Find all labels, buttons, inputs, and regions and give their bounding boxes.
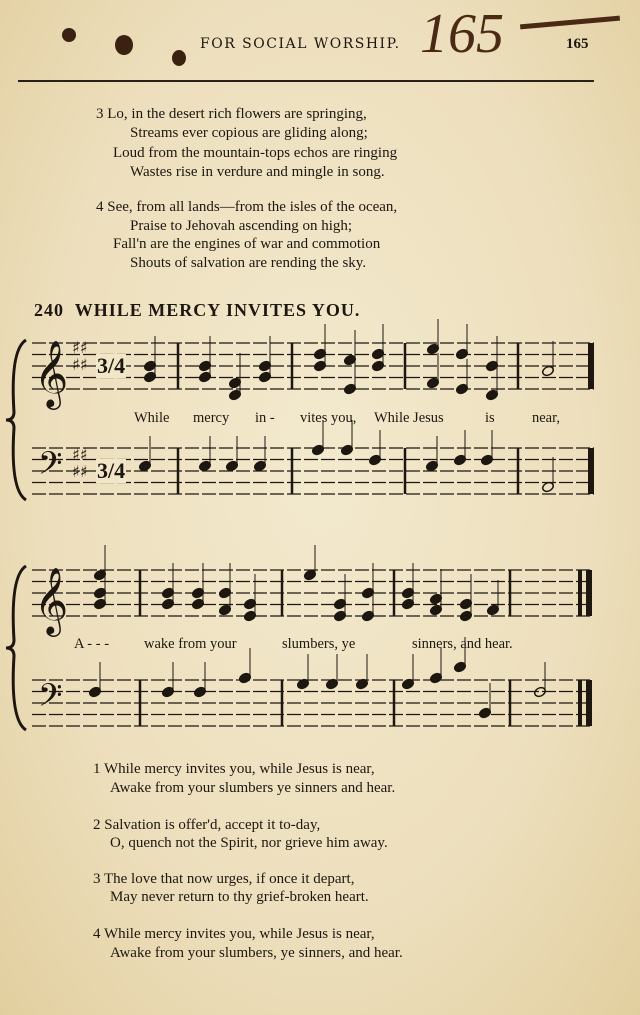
page-number: 165 [566,36,589,52]
verse-line: 2 Salvation is offer'd, accept it to-day, [93,817,321,833]
running-title: FOR SOCIAL WORSHIP. [200,36,401,52]
time-signature-bass: 3/4 [97,458,126,483]
handwritten-page-number: 165 [420,3,504,65]
treble-clef-icon: 𝄞 [34,339,69,407]
verse-line: 1 While mercy invites you, while Jesus is near, [93,761,375,777]
lyric: near, [532,410,560,426]
final-barline [586,680,592,726]
verse-line: O, quench not the Spirit, nor grieve him away. [110,835,388,851]
lyric: A - - - [74,636,110,652]
time-signature-treble: 3/4 [97,353,126,378]
brace [6,566,26,730]
sharp-icon: ♯♯ [72,338,88,357]
repeat-barline [578,680,582,726]
verse-line: Streams ever copious are gliding along; [130,125,368,141]
lyric: is [485,410,495,426]
lyric: wake from your [144,636,237,652]
lyric: While Jesus [374,410,444,426]
bass-clef-icon: 𝄢 [38,445,63,489]
verse-line: Fall'n are the engines of war and commotion [113,236,381,252]
brace [6,340,26,500]
verse-line: 3 The love that now urges, if once it depart, [93,871,355,887]
sharp-icon: ♯♯ [72,445,88,464]
hymn-title: WHILE MERCY INVITES YOU. [74,300,361,320]
hymn-number: 240 [34,300,64,320]
verse-line: Shouts of salvation are rending the sky. [130,255,367,271]
verse-line: 4 See, from all lands—from the isles of the ocean, [96,199,398,215]
lyric: in - [255,410,275,426]
verse-line: Loud from the mountain-tops echos are ringing [113,145,398,161]
verse-line: May never return to thy grief-broken heart. [110,889,369,905]
lyric: While [134,410,170,426]
final-barline [588,448,594,494]
sharp-icon: ♯♯ [72,462,88,481]
final-barline [588,343,594,389]
repeat-barline [578,570,582,616]
lyric: slumbers, ye [282,636,356,652]
verse-line: Awake from your slumbers, ye sinners, and hear. [110,945,403,961]
final-barline [586,570,592,616]
lyric: vites you, [300,410,357,426]
verse-line: 3 Lo, in the desert rich flowers are springing, [96,106,367,122]
lyric: sinners, and hear. [412,636,513,652]
lyric: mercy [193,410,230,426]
sharp-icon: ♯♯ [72,355,88,374]
verse-line: Awake from your slumbers ye sinners and hear. [110,780,396,796]
verse-line: Praise to Jehovah ascending on high; [130,218,353,234]
verse-line: 4 While mercy invites you, while Jesus is near, [93,926,375,942]
treble-clef-icon: 𝄞 [34,566,69,634]
verse-line: Wastes rise in verdure and mingle in song. [130,164,385,180]
bass-clef-icon: 𝄢 [38,677,63,721]
